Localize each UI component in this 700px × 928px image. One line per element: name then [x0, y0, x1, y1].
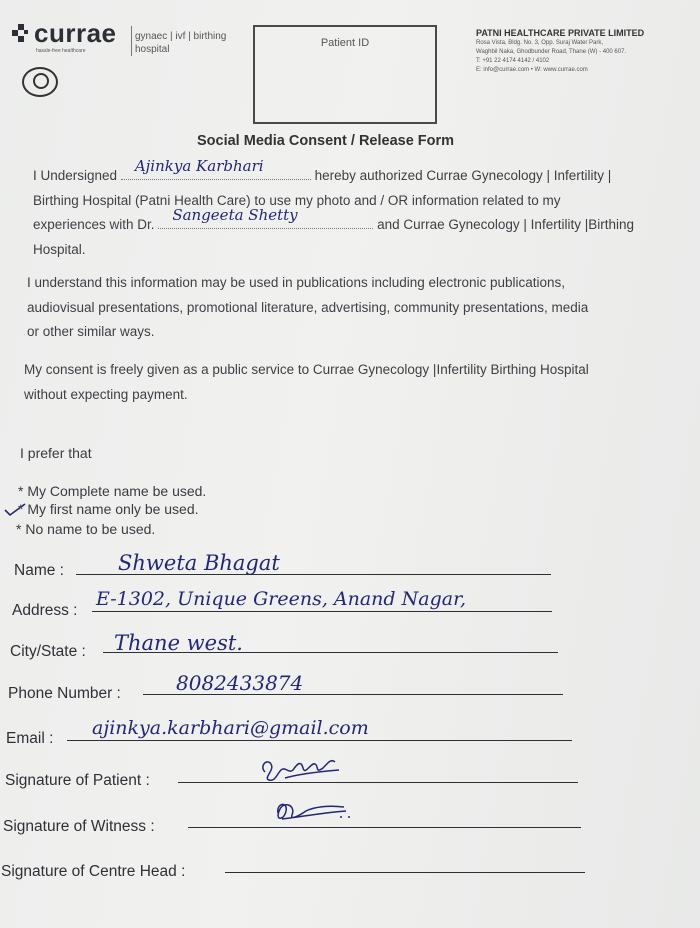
prefer-label: I prefer that — [20, 445, 92, 461]
option-no-name[interactable]: * No name to be used. — [16, 521, 156, 537]
p2-text: or other similar ways. — [27, 324, 155, 339]
p1-text: Birthing Hospital (Patni Health Care) to use my photo and / OR information related to my — [33, 192, 561, 208]
consent-paragraph-1 — [33, 156, 673, 262]
address-underline — [92, 611, 552, 612]
p3-text: without expecting payment. — [24, 386, 188, 402]
witness-signature-mark[interactable] — [270, 795, 360, 829]
company-phone: T: +91 22 4174 4142 / 4102 — [476, 58, 550, 64]
undersigned-name-blank — [121, 156, 311, 180]
email-underline — [67, 740, 572, 741]
p1-text: hereby authorized Currae Gynecology | Infertility | — [314, 168, 612, 183]
phone-number-value-handwritten[interactable]: 8082433874 — [176, 671, 304, 695]
witness-signature-underline — [188, 827, 581, 828]
phone-number-label: Phone Number : — [8, 685, 121, 702]
option-complete-name[interactable]: * My Complete name be used. — [18, 483, 207, 499]
undersigned-name-handwritten: Ajinkya Karbhari — [134, 156, 264, 175]
p2-text: audiovisual presentations, promotional literature, advertising, community presentations, media — [27, 299, 589, 315]
name-label: Name : — [14, 562, 64, 579]
logo-subtitle: gynaec | ivf | birthing hospital — [135, 31, 227, 55]
consent-paragraph-3 — [24, 358, 689, 407]
award-badge-icon — [22, 67, 58, 97]
doctor-name-handwritten: Sangeeta Shetty — [172, 205, 298, 224]
centre-head-signature-label: Signature of Centre Head : — [1, 863, 186, 880]
name-value-handwritten[interactable]: Shweta Bhagat — [118, 551, 280, 575]
patient-signature-label: Signature of Patient : — [5, 772, 150, 789]
logo-mark-icon — [12, 24, 30, 42]
address-value-handwritten[interactable]: E-1302, Unique Greens, Anand Nagar, — [96, 588, 467, 610]
p2-text: I understand this information may be used in publications including electronic publications, — [27, 275, 566, 290]
doctor-name-blank — [158, 205, 373, 229]
p1-text: experiences with Dr. — [33, 217, 155, 232]
patient-signature-underline — [178, 782, 578, 783]
city-state-label: City/State : — [10, 643, 86, 660]
p1-text: I Undersigned — [33, 168, 118, 183]
option-first-name-only[interactable]: * My first name only be used. — [18, 501, 199, 517]
address-label: Address : — [12, 602, 78, 619]
patient-signature-mark[interactable] — [255, 752, 345, 786]
consent-paragraph-2 — [27, 271, 682, 345]
company-address-line: Rosa Vista, Bldg. No. 3, Opp. Suraj Water Park, — [476, 40, 604, 46]
centre-head-signature-underline[interactable] — [225, 872, 585, 873]
logo-wordmark: currae — [34, 18, 117, 48]
p1-text: Hospital. — [33, 241, 86, 257]
email-value-handwritten[interactable]: ajinkya.karbhari@gmail.com — [92, 717, 369, 739]
form-title: Social Media Consent / Release Form — [197, 133, 455, 149]
email-label: Email : — [6, 730, 54, 747]
p1-text: and Currae Gynecology | Infertility |Birthing — [377, 217, 634, 232]
patient-id-label: Patient ID — [320, 37, 370, 49]
company-details — [476, 27, 691, 75]
witness-signature-label: Signature of Witness : — [3, 818, 155, 835]
company-address-line: Waghbil Naka, Ghodbunder Road, Thane (W) - 400 607. — [476, 49, 627, 55]
logo-tagline: hassle-free healthcare — [36, 48, 86, 54]
logo-divider — [131, 26, 132, 56]
company-contact: E: info@currae.com • W: www.currae.com — [476, 67, 588, 73]
p3-text: My consent is freely given as a public service to Currae Gynecology |Infertility Birthing Hospital — [24, 362, 589, 377]
company-name: PATNI HEALTHCARE PRIVATE LIMITED — [476, 28, 645, 38]
city-state-value-handwritten[interactable]: Thane west. — [114, 631, 243, 655]
patient-id-box — [253, 25, 437, 124]
